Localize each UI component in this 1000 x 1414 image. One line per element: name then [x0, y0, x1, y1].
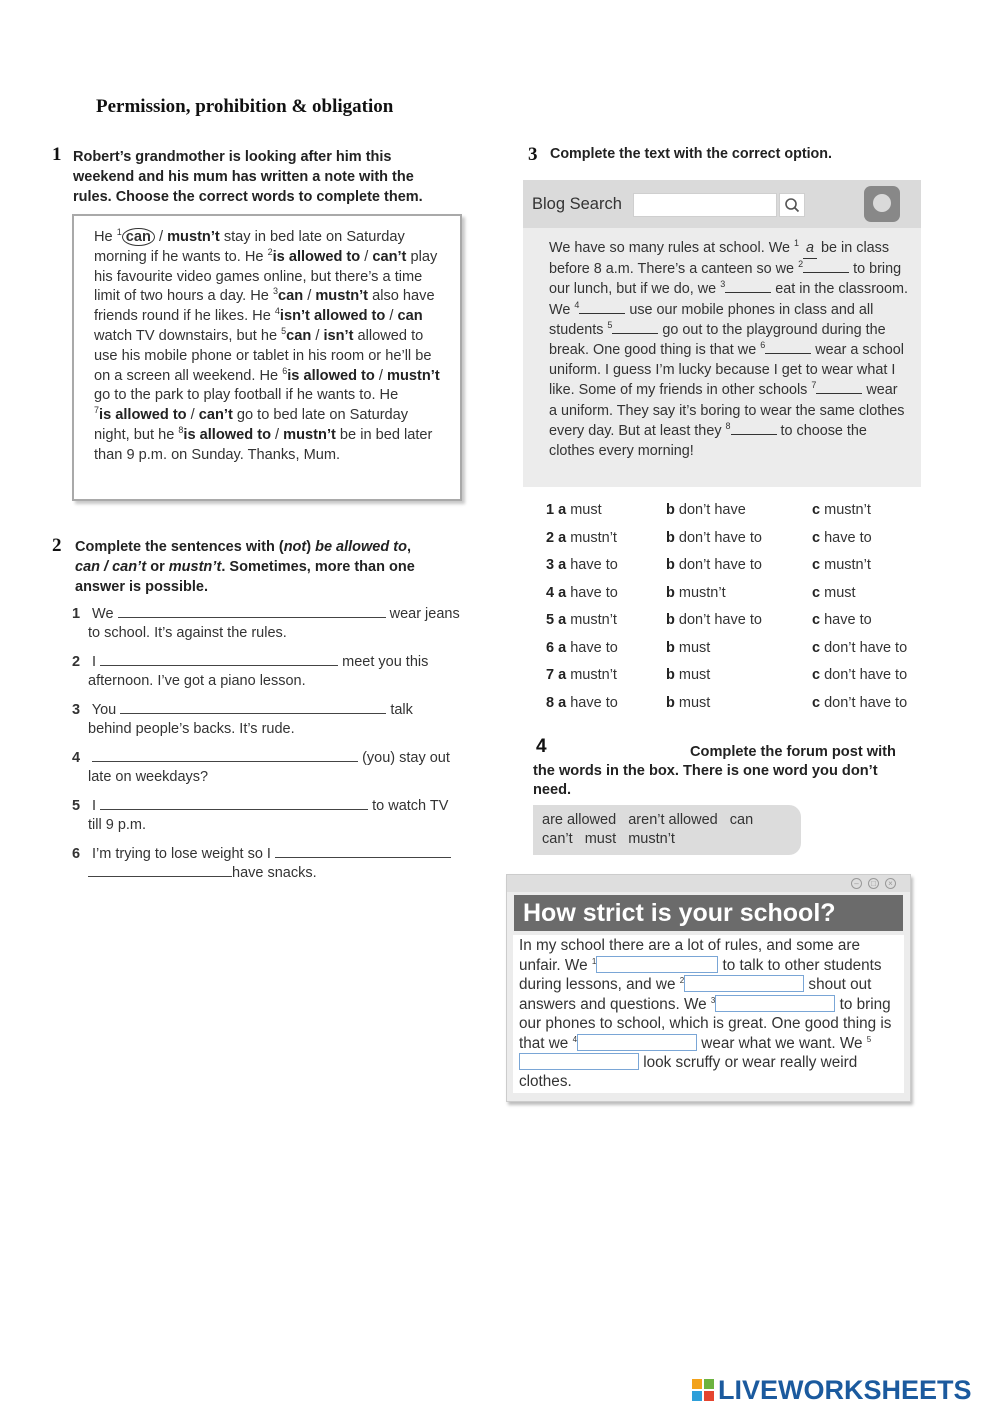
option-row-4: 4 a have to b mustn’t c must [546, 584, 856, 601]
option-1b[interactable]: don’t have [678, 502, 746, 518]
option-4b[interactable]: can [397, 308, 423, 325]
answer-line-2[interactable] [100, 653, 338, 666]
option-5b-ex3[interactable]: don’t have to [678, 612, 762, 628]
close-icon[interactable]: × [885, 878, 896, 889]
exercise-2-number: 2 [52, 535, 62, 556]
option-7a[interactable]: is allowed to [99, 407, 187, 424]
option-row-1: 1 a must b don’t have c mustn’t [546, 502, 871, 518]
option-3a[interactable]: can [278, 288, 304, 305]
forum-post [506, 874, 911, 1102]
option-4a-ex3[interactable]: have to [570, 584, 618, 601]
forum-gap-1[interactable] [596, 956, 718, 973]
forum-gap-2[interactable] [684, 975, 804, 992]
option-1c[interactable]: mustn’t [824, 502, 871, 518]
option-5a[interactable]: can [286, 327, 312, 344]
blog-gap-2[interactable] [803, 260, 849, 273]
word-box [533, 805, 801, 855]
minimize-icon[interactable]: – [851, 878, 862, 889]
option-5b[interactable]: isn’t [323, 327, 354, 344]
option-8a[interactable]: is allowed to [183, 426, 271, 443]
blog-gap-7[interactable] [816, 381, 862, 394]
option-2c-ex3[interactable]: have to [824, 529, 872, 546]
option-3b[interactable]: mustn’t [315, 288, 369, 305]
blog-text: We have so many rules at school. We $^1$ a be in class before 8 a.m. There’s a canteen so we $^2$ to bring our lunch, but if we do, we $^3$ eat in the classroom. We $^4$ use our mobile phones in class and all students $^5$ go out to the playground during the break. One good thing is that we $^6$ wear a school uniform. I guess I’m lucky because I get to wear what I like. Some of my friends in other schools $^7$ wear a uniform. They say it’s boring to wear the same clothes every day. But at least they $^8$ to choose the clothes every morning! [549, 238, 908, 460]
answer-line-6a[interactable] [275, 845, 451, 858]
ex2-item-4: 4 (you) stay out late on weekdays? [72, 750, 450, 785]
ex2-item-1: 1 We wear jeans to school. It’s against the rules. [72, 606, 460, 641]
word-box-line-1: are allowed aren’t allowed can [542, 812, 754, 828]
search-icon[interactable] [779, 193, 805, 217]
blog-gap-5[interactable] [612, 321, 658, 334]
mum-note: He $^1$ can / mustn’t stay in bed late on Saturday morning if he wants to. He $^2$is allowed to / can’t play his favourite video games online, but there’s a time limit of two hours a day. He $^3$can / mustn’t also have friends round if he likes. He $^4$isn’t allowed to / can watch TV downstairs, but he $^5$can / isn’t allowed to use his mobile phone or tablet in his room or he’ll be on a screen all weekend. He $^6$is allowed to / mustn’t go to the park to play football if he wants to. He $^7$is allowed to / can’t go to bed late on Saturday night, but he $^8$is allowed to / mustn’t be in bed later than 9 p.m. on Sunday. Thanks, Mum. [72, 214, 462, 501]
option-8a-ex3[interactable]: have to [570, 694, 618, 711]
option-row-3: 3 a have to b don’t have to c mustn’t [546, 557, 871, 573]
maximize-icon[interactable]: □ [868, 878, 879, 889]
forum-text: In my school there are a lot of rules, and some are unfair. We $^1$ to talk to other students during lessons, and we $^2$ shout out answers and questions. We $^3$ to bring our phones to school, which is great. One good thing is that we $^4$ wear what we want. We $^5$ look scruffy or wear really weird clothes. [519, 937, 892, 1090]
option-6c-ex3[interactable]: don’t have to [824, 639, 908, 656]
option-4c-ex3[interactable]: must [824, 584, 856, 601]
option-2b-ex3[interactable]: don’t have to [678, 529, 762, 546]
forum-gap-5[interactable] [519, 1053, 639, 1070]
option-7b[interactable]: can’t [198, 407, 233, 424]
option-2b[interactable]: can’t [372, 248, 407, 265]
option-5a-ex3[interactable]: mustn’t [570, 612, 617, 628]
answer-line-6b[interactable] [88, 864, 232, 877]
answer-line-1[interactable] [118, 605, 386, 618]
option-6b[interactable]: mustn’t [386, 367, 440, 384]
option-row-8: 8 a have to b must c don’t have to [546, 694, 908, 711]
answer-line-5[interactable] [100, 797, 368, 810]
option-1a[interactable]: must [570, 502, 602, 518]
option-6a-ex3[interactable]: have to [570, 639, 618, 656]
exercise-1-instruction: Robert’s grandmother is looking after him this weekend and his mum has written a note with the rules. Choose the correct words to complete them. [73, 149, 423, 205]
option-6b-ex3[interactable]: must [678, 639, 711, 656]
liveworksheets-logo[interactable]: LIVEWORKSHEETS [718, 1375, 972, 1405]
option-2a-ex3[interactable]: mustn’t [570, 529, 617, 546]
option-7a-ex3[interactable]: mustn’t [570, 667, 617, 683]
exercise-4-instruction-a: Complete the forum post with [690, 744, 896, 760]
option-8b[interactable]: mustn’t [283, 426, 336, 443]
answer-line-4[interactable] [92, 749, 358, 762]
forum-gap-3[interactable] [715, 995, 835, 1012]
example-answer: a [803, 238, 817, 259]
blog-title: Blog Search [532, 195, 622, 213]
ex2-item-2: 2 I meet you this afternoon. I’ve got a piano lesson. [72, 654, 429, 689]
option-3c-ex3[interactable]: mustn’t [824, 557, 871, 573]
page-title: Permission, prohibition & obligation [96, 96, 394, 117]
blog-gap-3[interactable] [725, 280, 771, 293]
exercise-3-number: 3 [528, 144, 538, 165]
option-4b-ex3[interactable]: mustn’t [678, 584, 726, 601]
exercise-2-instruction: Complete the sentences with (not) be allowed to, can / can’t or mustn’t. Sometimes, more than one answer is possible. [75, 539, 415, 595]
option-3b-ex3[interactable]: don’t have to [678, 557, 762, 573]
forum-window-bar [507, 875, 910, 892]
answer-1-can[interactable]: can [122, 228, 155, 246]
exercise-4-instruction-b: the words in the box. There is one word you don’t [533, 763, 878, 779]
forum-gap-4[interactable] [577, 1034, 697, 1051]
exercise-4-instruction-c: need. [533, 782, 572, 798]
option-row-2: 2 a mustn’t b don’t have to c have to [546, 529, 872, 546]
word-box-line-2: can’t must mustn’t [542, 831, 675, 847]
option-6a[interactable]: is allowed to [287, 367, 375, 384]
blog-gap-6[interactable] [765, 341, 811, 354]
forum-title: How strict is your school? [514, 895, 903, 931]
exercise-4-number: 4 [536, 736, 547, 757]
ex2-item-3: 3 You talk behind people’s backs. It’s rude. [72, 702, 413, 737]
option-row-7: 7 a mustn’t b must c don’t have to [546, 667, 908, 683]
option-row-5: 5 a mustn’t b don’t have to c have to [546, 612, 872, 628]
ex2-item-5: 5 I to watch TV till 9 p.m. [72, 798, 449, 833]
option-7c-ex3[interactable]: don’t have to [824, 667, 908, 683]
answer-line-3[interactable] [120, 701, 386, 714]
option-4a[interactable]: isn’t allowed to [279, 308, 386, 325]
option-2a[interactable]: is allowed to [272, 248, 361, 265]
liveworksheets-logo-icon [692, 1379, 714, 1401]
blog-gap-4[interactable] [579, 301, 625, 314]
option-5c-ex3[interactable]: have to [824, 612, 872, 628]
blogger-icon [864, 186, 900, 222]
blog-search-input[interactable] [633, 193, 777, 217]
exercise-1-number: 1 [52, 144, 62, 165]
option-8c-ex3[interactable]: don’t have to [824, 694, 908, 711]
option-row-6: 6 a have to b must c don’t have to [546, 639, 908, 656]
option-7b-ex3[interactable]: must [678, 667, 711, 683]
option-8b-ex3[interactable]: must [678, 694, 711, 711]
blog-panel [523, 180, 921, 487]
option-3a-ex3[interactable]: have to [570, 557, 618, 573]
ex2-item-6: 6 I’m trying to lose weight so I have snacks. [72, 845, 467, 883]
exercise-3-instruction: Complete the text with the correct option. [550, 146, 832, 162]
blog-header [523, 180, 921, 228]
blog-gap-8[interactable] [731, 422, 777, 435]
